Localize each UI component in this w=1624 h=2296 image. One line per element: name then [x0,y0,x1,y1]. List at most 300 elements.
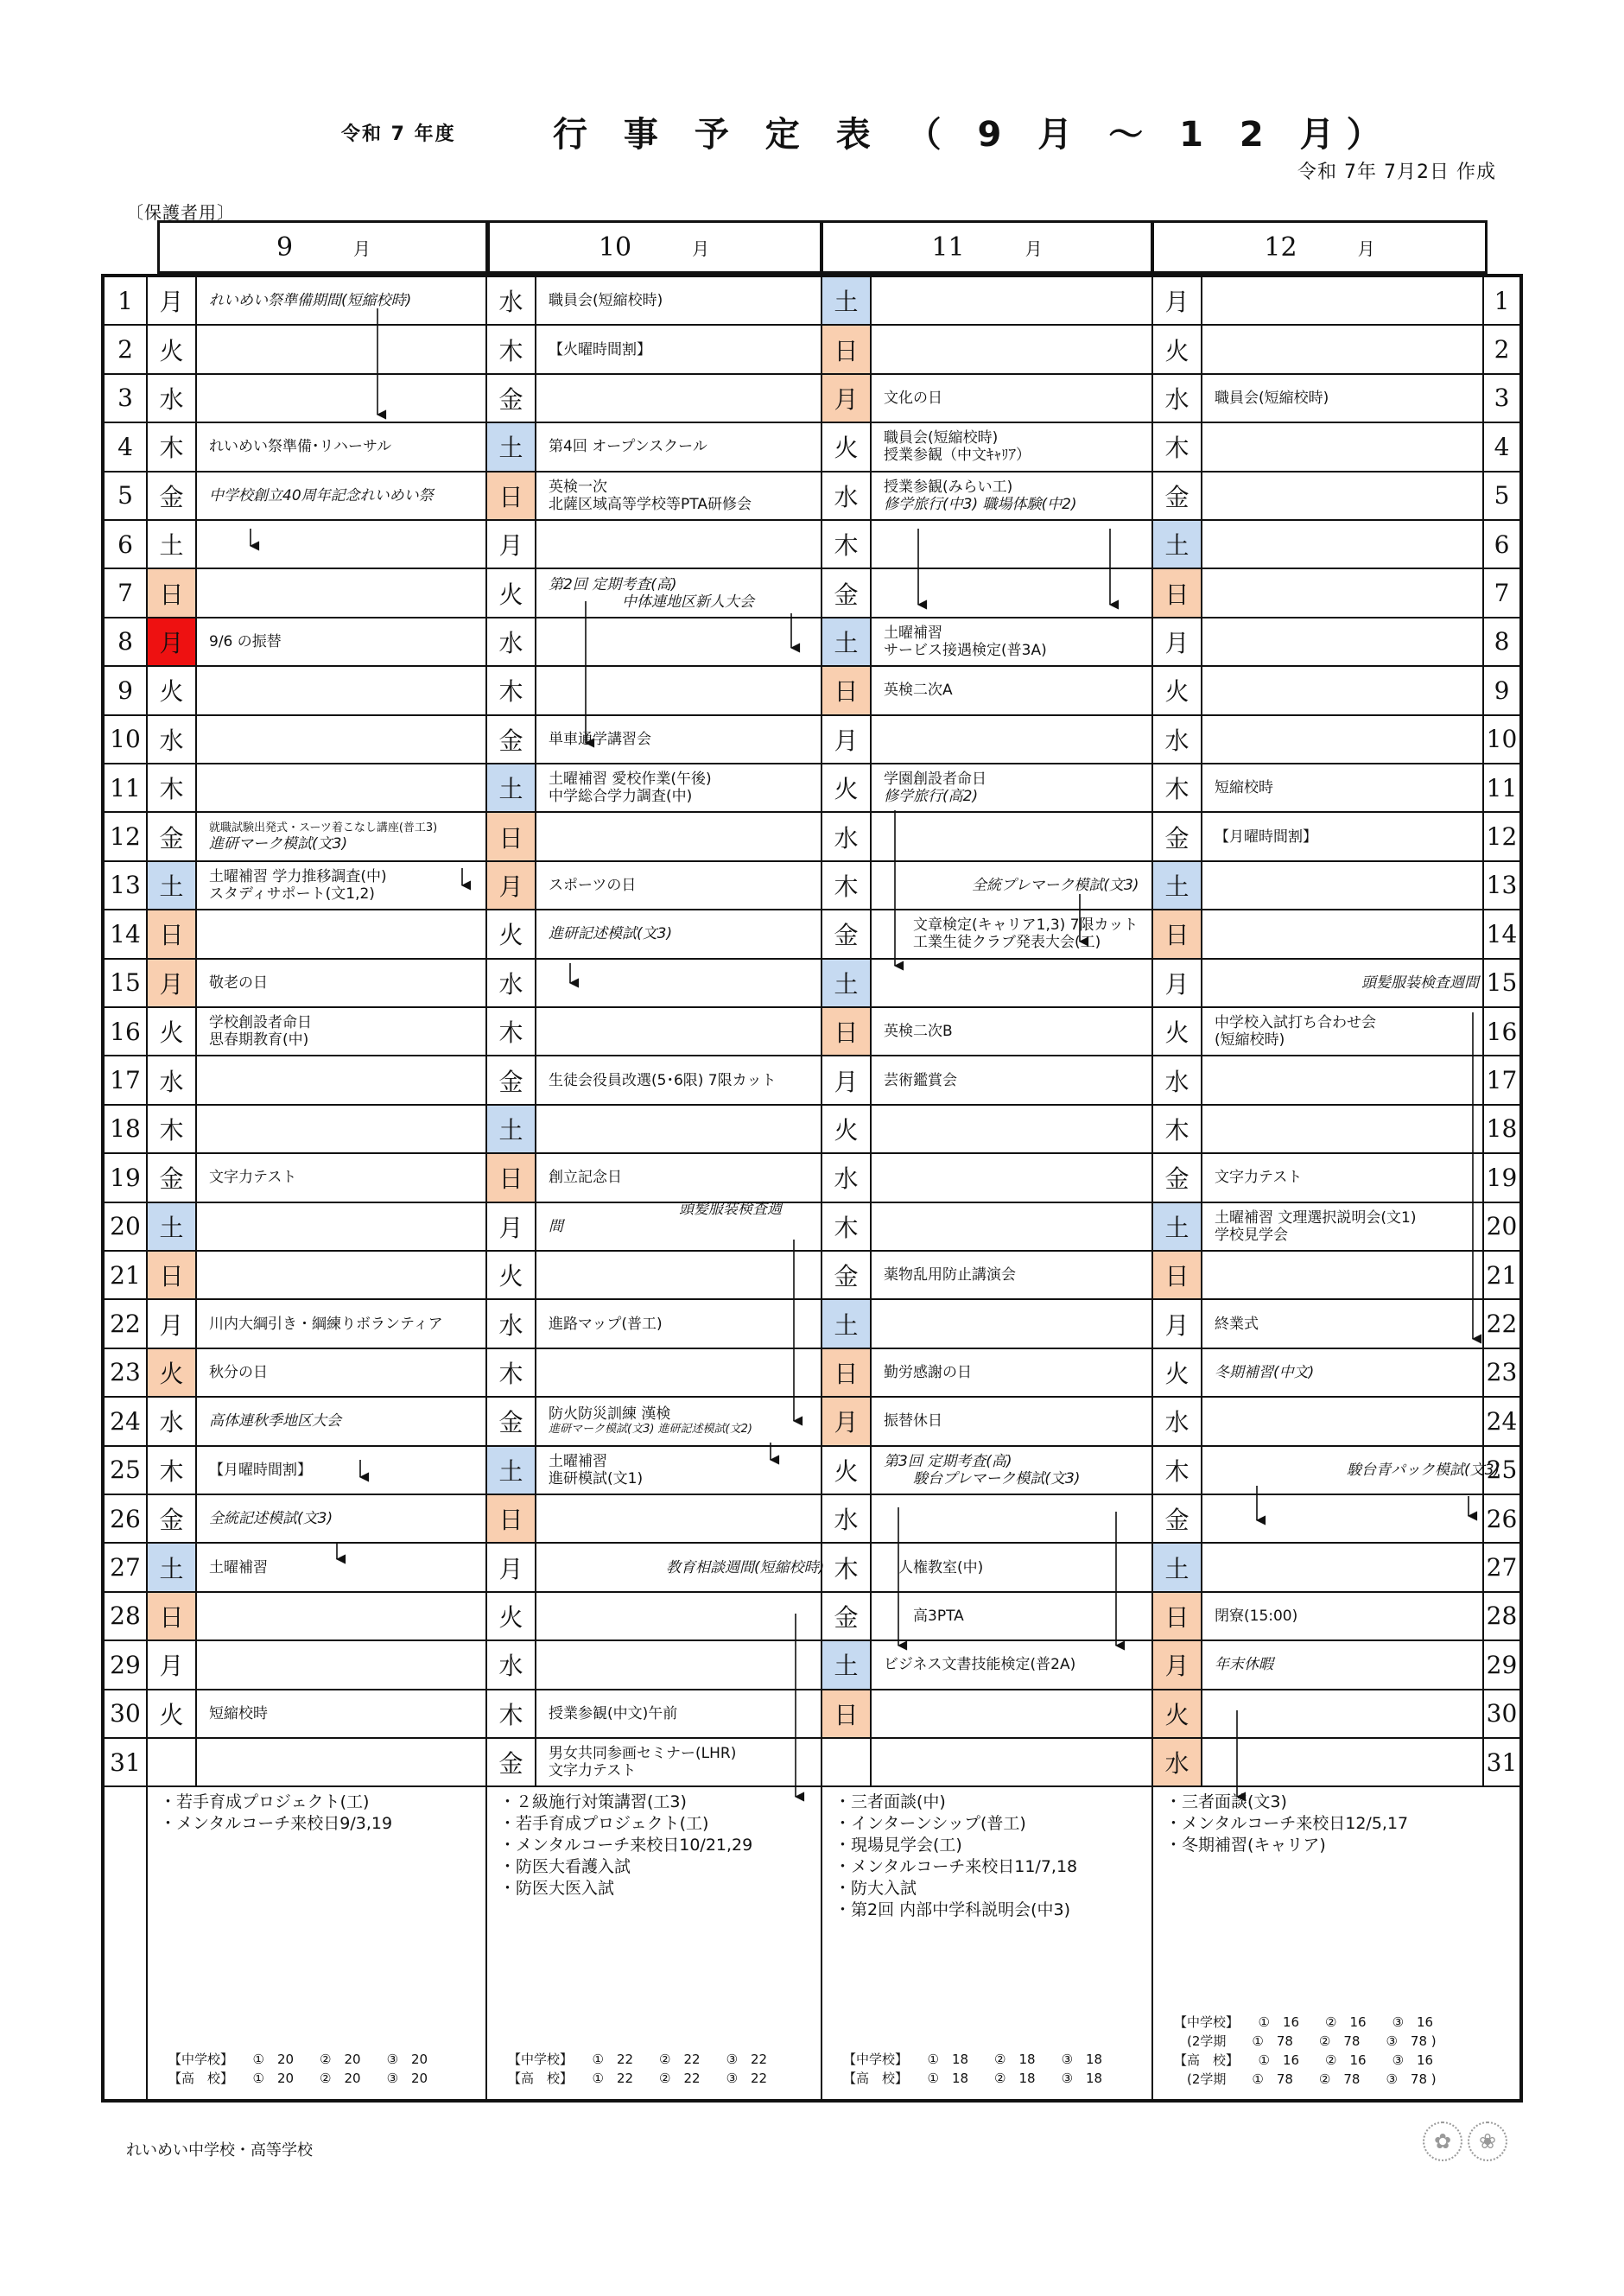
weekday-cell: 金 [487,716,536,763]
event-cell [1202,716,1484,763]
event-cell [197,277,487,324]
event-cell [197,910,487,957]
weekday-cell: 火 [1153,1349,1202,1396]
event-text: 終業式 [1215,1315,1259,1333]
day-number-left: 14 [105,910,148,957]
weekday-cell: 火 [1153,667,1202,714]
event-text: 思春期教育(中) [209,1031,309,1050]
event-cell [536,1544,825,1590]
event-cell [872,375,1153,422]
weekday-cell: 火 [1153,1008,1202,1055]
event-text: 土曜補習 学力推移調査(中) [209,867,387,885]
day-number-left: 17 [105,1056,148,1103]
weekday-cell: 月 [487,862,536,909]
event-text: 冬期補習(中文) [1215,1363,1315,1381]
event-text: 就職試験出発式・スーツ着こなし講座(普工3) [209,821,438,834]
event-cell [872,1252,1153,1298]
day-number-left: 13 [105,862,148,909]
day-number-left: 11 [105,764,148,811]
weekday-cell: 水 [148,716,197,763]
weekday-cell: 火 [822,1106,872,1152]
event-text: 英検一次 [549,478,607,496]
event-text: 高3PTA [884,1607,964,1625]
event-cell [536,813,822,859]
day-number-left: 22 [105,1300,148,1347]
event-cell [1202,521,1484,568]
day-number-right: 4 [1494,432,1510,461]
event-cell [872,862,1153,909]
event-cell [197,1203,487,1250]
event-text: 年末休暇 [1215,1656,1273,1674]
day-number-right: 16 [1486,1017,1518,1046]
day-number-left: 7 [105,569,148,616]
weekday-cell: 土 [1153,862,1202,909]
event-cell [1202,1056,1484,1103]
weekday-cell: 木 [487,326,536,372]
day-number-right: 25 [1486,1456,1518,1485]
month-number: 12 [1264,232,1297,263]
day-row [105,960,1519,1008]
school-emblem-icon: ❀ [1468,2122,1507,2161]
weekday-cell: 月 [487,1203,536,1250]
event-cell [536,910,822,957]
event-text: 職員会(短縮校時) [1215,389,1329,407]
weekday-cell: 日 [148,569,197,616]
day-number-right: 26 [1486,1504,1518,1533]
school-name: れいめい中学校・高等学校 [126,2141,313,2160]
note-line: ・第2回 内部中学科説明会(中3) [834,1900,1071,1919]
event-cell [1202,1300,1484,1347]
event-cell [536,1495,822,1542]
day-number-left: 20 [105,1203,148,1250]
event-text: 駿台プレマーク模試(文3) [884,1469,1081,1487]
event-text: 防火防災訓練 漢検 [549,1405,671,1424]
event-text: 9/6 の振替 [209,632,282,650]
weekday-cell: 水 [487,1300,536,1347]
day-number-left: 2 [105,326,148,372]
day-row [105,277,1519,326]
day-row [105,1495,1519,1544]
event-text: 土曜補習 [209,1558,268,1576]
weekday-cell: 日 [822,326,872,372]
event-cell [536,667,822,714]
event-cell [872,1203,1153,1250]
weekday-cell: 木 [148,423,197,470]
audience-label: 〔保護者用〕 [126,202,235,223]
event-text: 文字力テスト [1215,1169,1303,1187]
day-number-right: 11 [1486,773,1518,802]
weekday-cell: 金 [1153,1495,1202,1542]
event-cell [197,1544,487,1590]
weekday-cell: 月 [148,1300,197,1347]
event-cell [1202,618,1484,665]
weekday-cell: 火 [1153,1690,1202,1737]
event-text: 第2回 定期考査(高) [549,575,677,593]
day-number-right: 8 [1494,627,1510,656]
event-text: 文字力テスト [209,1169,297,1187]
weekday-cell: 水 [822,813,872,859]
day-number-right: 12 [1486,822,1518,852]
event-cell [872,277,1153,324]
weekday-cell: 金 [1153,813,1202,859]
event-text: 教育相談週間(短縮校時) [549,1558,825,1576]
event-text: サービス接遇検定(普3A) [884,641,1047,659]
day-row [105,1154,1519,1202]
event-text: 創立記念日 [549,1169,622,1187]
event-cell [1202,1544,1484,1590]
day-number-right: 13 [1486,871,1518,900]
note-line: ・現場見学会(工) [834,1836,962,1855]
event-text: 中学校創立40周年記念れいめい祭 [209,486,434,504]
weekday-cell: 水 [487,960,536,1006]
weekday-cell: 火 [148,667,197,714]
weekday-cell: 月 [148,1641,197,1688]
weekday-cell: 火 [148,1008,197,1055]
weekday-cell: 土 [1153,521,1202,568]
day-row [105,569,1519,618]
created-date: 令和 7年 7月2日 作成 [1297,162,1496,183]
weekday-cell: 水 [148,375,197,422]
weekday-cell: 木 [822,862,872,909]
event-cell [1202,1495,1484,1542]
weekday-cell: 金 [487,1398,536,1444]
class-day-counts: 【中学校】 ① 20 ② 20 ③ 20 【高 校】 ① 20 ② 20 ③ 20 [168,2052,428,2086]
event-cell [872,667,1153,714]
day-number-right: 29 [1486,1650,1518,1679]
event-cell [872,521,1153,568]
event-cell [536,569,822,616]
note-line: ・２級施行対策講習(工3) [499,1792,687,1811]
day-number-right: 23 [1486,1358,1518,1387]
day-row [105,1398,1519,1446]
weekday-cell: 日 [1153,910,1202,957]
event-cell [1202,1690,1484,1737]
day-row [105,1300,1519,1348]
weekday-cell: 土 [822,277,872,324]
day-number-left: 28 [105,1593,148,1640]
day-row [105,764,1519,813]
event-cell [1202,1593,1484,1640]
day-row [105,813,1519,861]
event-text: 生徒会役員改選(5･6限) 7限カット [549,1071,777,1089]
weekday-cell: 月 [822,1056,872,1103]
month-notes [1153,1786,1484,2099]
day-number-left: 6 [105,521,148,568]
event-cell [1202,764,1484,811]
day-number-left: 12 [105,813,148,859]
day-number-right: 3 [1494,384,1510,413]
weekday-cell: 金 [822,1593,872,1640]
event-cell [872,423,1153,470]
weekday-cell: 金 [1153,1154,1202,1201]
event-text: 秋分の日 [209,1363,268,1381]
event-cell [872,1056,1153,1103]
weekday-cell: 土 [487,1106,536,1152]
event-cell [536,1349,822,1396]
weekday-cell: 木 [1153,423,1202,470]
weekday-cell: 土 [148,862,197,909]
day-row [105,1544,1519,1592]
weekday-cell: 火 [822,423,872,470]
month-header [157,220,490,274]
day-number-left: 10 [105,716,148,763]
event-text: 進研マーク模試(文3) [209,834,348,853]
event-cell [872,326,1153,372]
day-row [105,326,1519,374]
day-number-left: 23 [105,1349,148,1396]
event-cell [1202,569,1484,616]
event-cell [872,569,1153,616]
event-cell [1202,1106,1484,1152]
event-text: 土曜補習 [884,624,942,642]
event-text: 敬老の日 [209,974,268,992]
event-cell [872,1593,1153,1640]
fiscal-year-label: 令和 7 年度 [341,124,456,145]
event-cell [872,1641,1153,1688]
weekday-cell: 水 [822,1495,872,1542]
day-number-left: 9 [105,667,148,714]
event-text: 駿台青パック模試(文3) [1215,1461,1500,1479]
event-text: 学校見学会 [1215,1226,1288,1244]
weekday-cell: 土 [487,423,536,470]
weekday-cell: 土 [822,1641,872,1688]
weekday-cell: 月 [822,716,872,763]
event-text: 英検二次B [884,1023,953,1041]
event-cell [1202,423,1484,470]
event-cell [1202,1154,1484,1201]
event-cell [536,1252,822,1298]
day-row [105,1641,1519,1690]
event-cell [536,1593,822,1640]
weekday-cell: 水 [148,1056,197,1103]
event-cell [197,326,487,372]
weekday-cell: 金 [148,813,197,859]
month-unit: 月 [353,238,371,259]
event-text: 授業参観（中文ｷｬﾘｱ） [884,447,1031,465]
event-cell [536,618,822,665]
event-cell [536,326,822,372]
day-number-right: 19 [1486,1163,1518,1192]
day-row [105,1106,1519,1154]
event-text: 文字力テスト [549,1762,637,1780]
event-text: れいめい祭準備･リハーサル [209,438,392,456]
event-cell [197,1349,487,1396]
weekday-cell: 日 [822,1349,872,1396]
day-number-right: 24 [1486,1406,1518,1436]
day-number-right: 31 [1486,1747,1518,1777]
event-text: 進研模試(文1) [549,1469,644,1487]
weekday-cell: 日 [822,1008,872,1055]
weekday-cell: 日 [822,1690,872,1737]
event-text: 授業参観(中文)午前 [549,1704,678,1722]
weekday-cell: 水 [822,473,872,519]
day-row [105,1252,1519,1300]
weekday-cell: 月 [1153,960,1202,1006]
event-cell [872,910,1153,957]
event-cell [536,1641,822,1688]
weekday-cell: 日 [148,1252,197,1298]
event-cell [872,960,1153,1006]
event-cell [1202,960,1484,1006]
weekday-cell: 金 [822,569,872,616]
weekday-cell: 金 [148,1495,197,1542]
day-number-right: 18 [1486,1114,1518,1144]
weekday-cell: 日 [148,910,197,957]
notes-spacer [105,1786,148,2099]
school-crest-icon: ✿ [1423,2122,1462,2161]
day-number-right: 5 [1494,481,1510,511]
day-row [105,716,1519,764]
weekday-cell: 土 [822,618,872,665]
event-text: 進路マップ(普工) [549,1315,663,1333]
weekday-cell: 木 [487,1349,536,1396]
event-text: ビジネス文書技能検定(普2A) [884,1656,1076,1674]
day-row [105,473,1519,521]
month-unit: 月 [692,238,710,259]
day-number-right: 20 [1486,1212,1518,1241]
day-number-right: 17 [1486,1066,1518,1095]
weekday-cell: 木 [822,1544,872,1590]
event-text: 学園創設者命日 [884,771,986,789]
weekday-cell: 火 [487,1252,536,1298]
event-cell [536,960,822,1006]
weekday-cell: 水 [487,1641,536,1688]
weekday-cell: 金 [487,375,536,422]
weekday-cell: 火 [822,1447,872,1494]
note-line: ・メンタルコーチ来校日11/7,18 [834,1857,1078,1876]
note-line: ・防医大看護入試 [499,1857,631,1876]
day-row [105,1447,1519,1495]
class-day-counts: 【中学校】 ① 16 ② 16 ③ 16 (2学期 ① 78 ② 78 ③ 78 ) 【高 校】 ① 16 ② 16 ③ 16 (2学期 ① 78 ② 78 ③ 78 ) [1174,2014,1437,2087]
month-header [1151,220,1488,274]
event-text: 芸術鑑賞会 [884,1071,957,1089]
weekday-cell: 日 [1153,569,1202,616]
event-text: 土曜補習 [549,1452,607,1470]
event-text: 工業生徒クラブ発表大会(工) [884,934,1101,952]
stray-label: 頭髪服装検査週 [679,1201,782,1218]
weekday-cell: 木 [148,1106,197,1152]
weekday-cell: 木 [1153,764,1202,811]
event-cell [536,862,822,909]
event-text: 中学校入試打ち合わせ会 [1215,1014,1376,1032]
event-cell [197,1447,487,1494]
event-cell [536,1056,822,1103]
event-cell [872,1300,1153,1347]
day-number-left: 24 [105,1398,148,1444]
month-number: 11 [931,232,965,263]
day-row [105,1739,1519,1787]
weekday-cell: 月 [148,618,197,665]
weekday-cell: 水 [1153,1739,1202,1785]
weekday-cell: 木 [148,1447,197,1494]
weekday-cell: 月 [148,277,197,324]
weekday-cell: 土 [822,1300,872,1347]
event-cell [197,1300,487,1347]
day-row [105,618,1519,667]
event-text: 短縮校時 [209,1704,268,1722]
event-cell [197,423,487,470]
event-cell [197,521,487,568]
event-text: 職員会(短縮校時) [884,429,999,447]
day-number-left: 8 [105,618,148,665]
event-cell [536,1398,822,1444]
event-cell [1202,277,1484,324]
event-text: れいめい祭準備期間(短縮校時) [209,292,412,310]
weekday-cell: 月 [1153,1300,1202,1347]
event-cell [872,1690,1153,1737]
weekday-cell: 火 [148,1349,197,1396]
month-number: 10 [598,232,632,263]
event-text: 英検二次A [884,682,953,700]
day-row [105,910,1519,959]
weekday-cell: 水 [148,1398,197,1444]
weekday-cell: 日 [487,813,536,859]
day-number-left: 27 [105,1544,148,1590]
event-cell [872,618,1153,665]
weekday-cell: 木 [1153,1106,1202,1152]
month-notes [487,1786,822,2099]
event-text: 川内大綱引き・綱練りボランティア [209,1315,443,1333]
note-line: ・防医大医入試 [499,1879,615,1898]
weekday-cell: 火 [487,1593,536,1640]
day-row [105,667,1519,715]
note-line: ・インターンシップ(普工) [834,1814,1026,1833]
month-notes [148,1786,487,2099]
event-cell [536,764,822,811]
weekday-cell: 木 [822,1203,872,1250]
event-cell [197,1495,487,1542]
event-text: 進研マーク模試(文3) 進研記述模試(文2) [549,1423,752,1437]
event-text: 第3回 定期考査(高) [884,1452,1012,1470]
event-text: 北薩区域高等学校等PTA研修会 [549,495,752,513]
day-number-left: 30 [105,1690,148,1737]
event-cell [197,618,487,665]
weekday-cell: 水 [1153,1056,1202,1103]
event-text: 中体連地区新人大会 [549,593,754,611]
day-row [105,1690,1519,1739]
weekday-cell: 火 [487,569,536,616]
event-cell [197,1739,487,1785]
event-text: 土曜補習 文理選択説明会(文1) [1215,1208,1417,1227]
day-number-right: 22 [1486,1310,1518,1339]
weekday-cell: 金 [487,1739,536,1785]
day-number-right: 7 [1494,579,1510,608]
event-cell [536,1106,822,1152]
event-cell [536,473,822,519]
event-cell [197,862,487,909]
day-number-left: 18 [105,1106,148,1152]
event-cell [872,1106,1153,1152]
event-cell [197,1398,487,1444]
day-number-left: 29 [105,1641,148,1688]
day-row [105,862,1519,910]
event-text: スポーツの日 [549,876,637,894]
event-text: 全統プレマーク模試(文3) [884,876,1139,894]
event-text: 高体連秋季地区大会 [209,1412,341,1430]
note-line: ・若手育成プロジェクト(工) [499,1814,709,1833]
page-title: 行 事 予 定 表 （ 9 月 ～ 1 2 月） [553,115,1393,155]
weekday-cell: 日 [1153,1252,1202,1298]
day-number-right: 28 [1486,1601,1518,1631]
day-number-left: 26 [105,1495,148,1542]
event-text: 薬物乱用防止講演会 [884,1266,1016,1284]
event-text: 頭髪服装検査週間 [1215,974,1479,992]
event-cell [536,521,822,568]
event-cell [197,1641,487,1688]
event-cell [536,423,822,470]
event-text: 単車通学講習会 [549,730,651,748]
event-text: 【月曜時間割】 [1215,828,1317,846]
